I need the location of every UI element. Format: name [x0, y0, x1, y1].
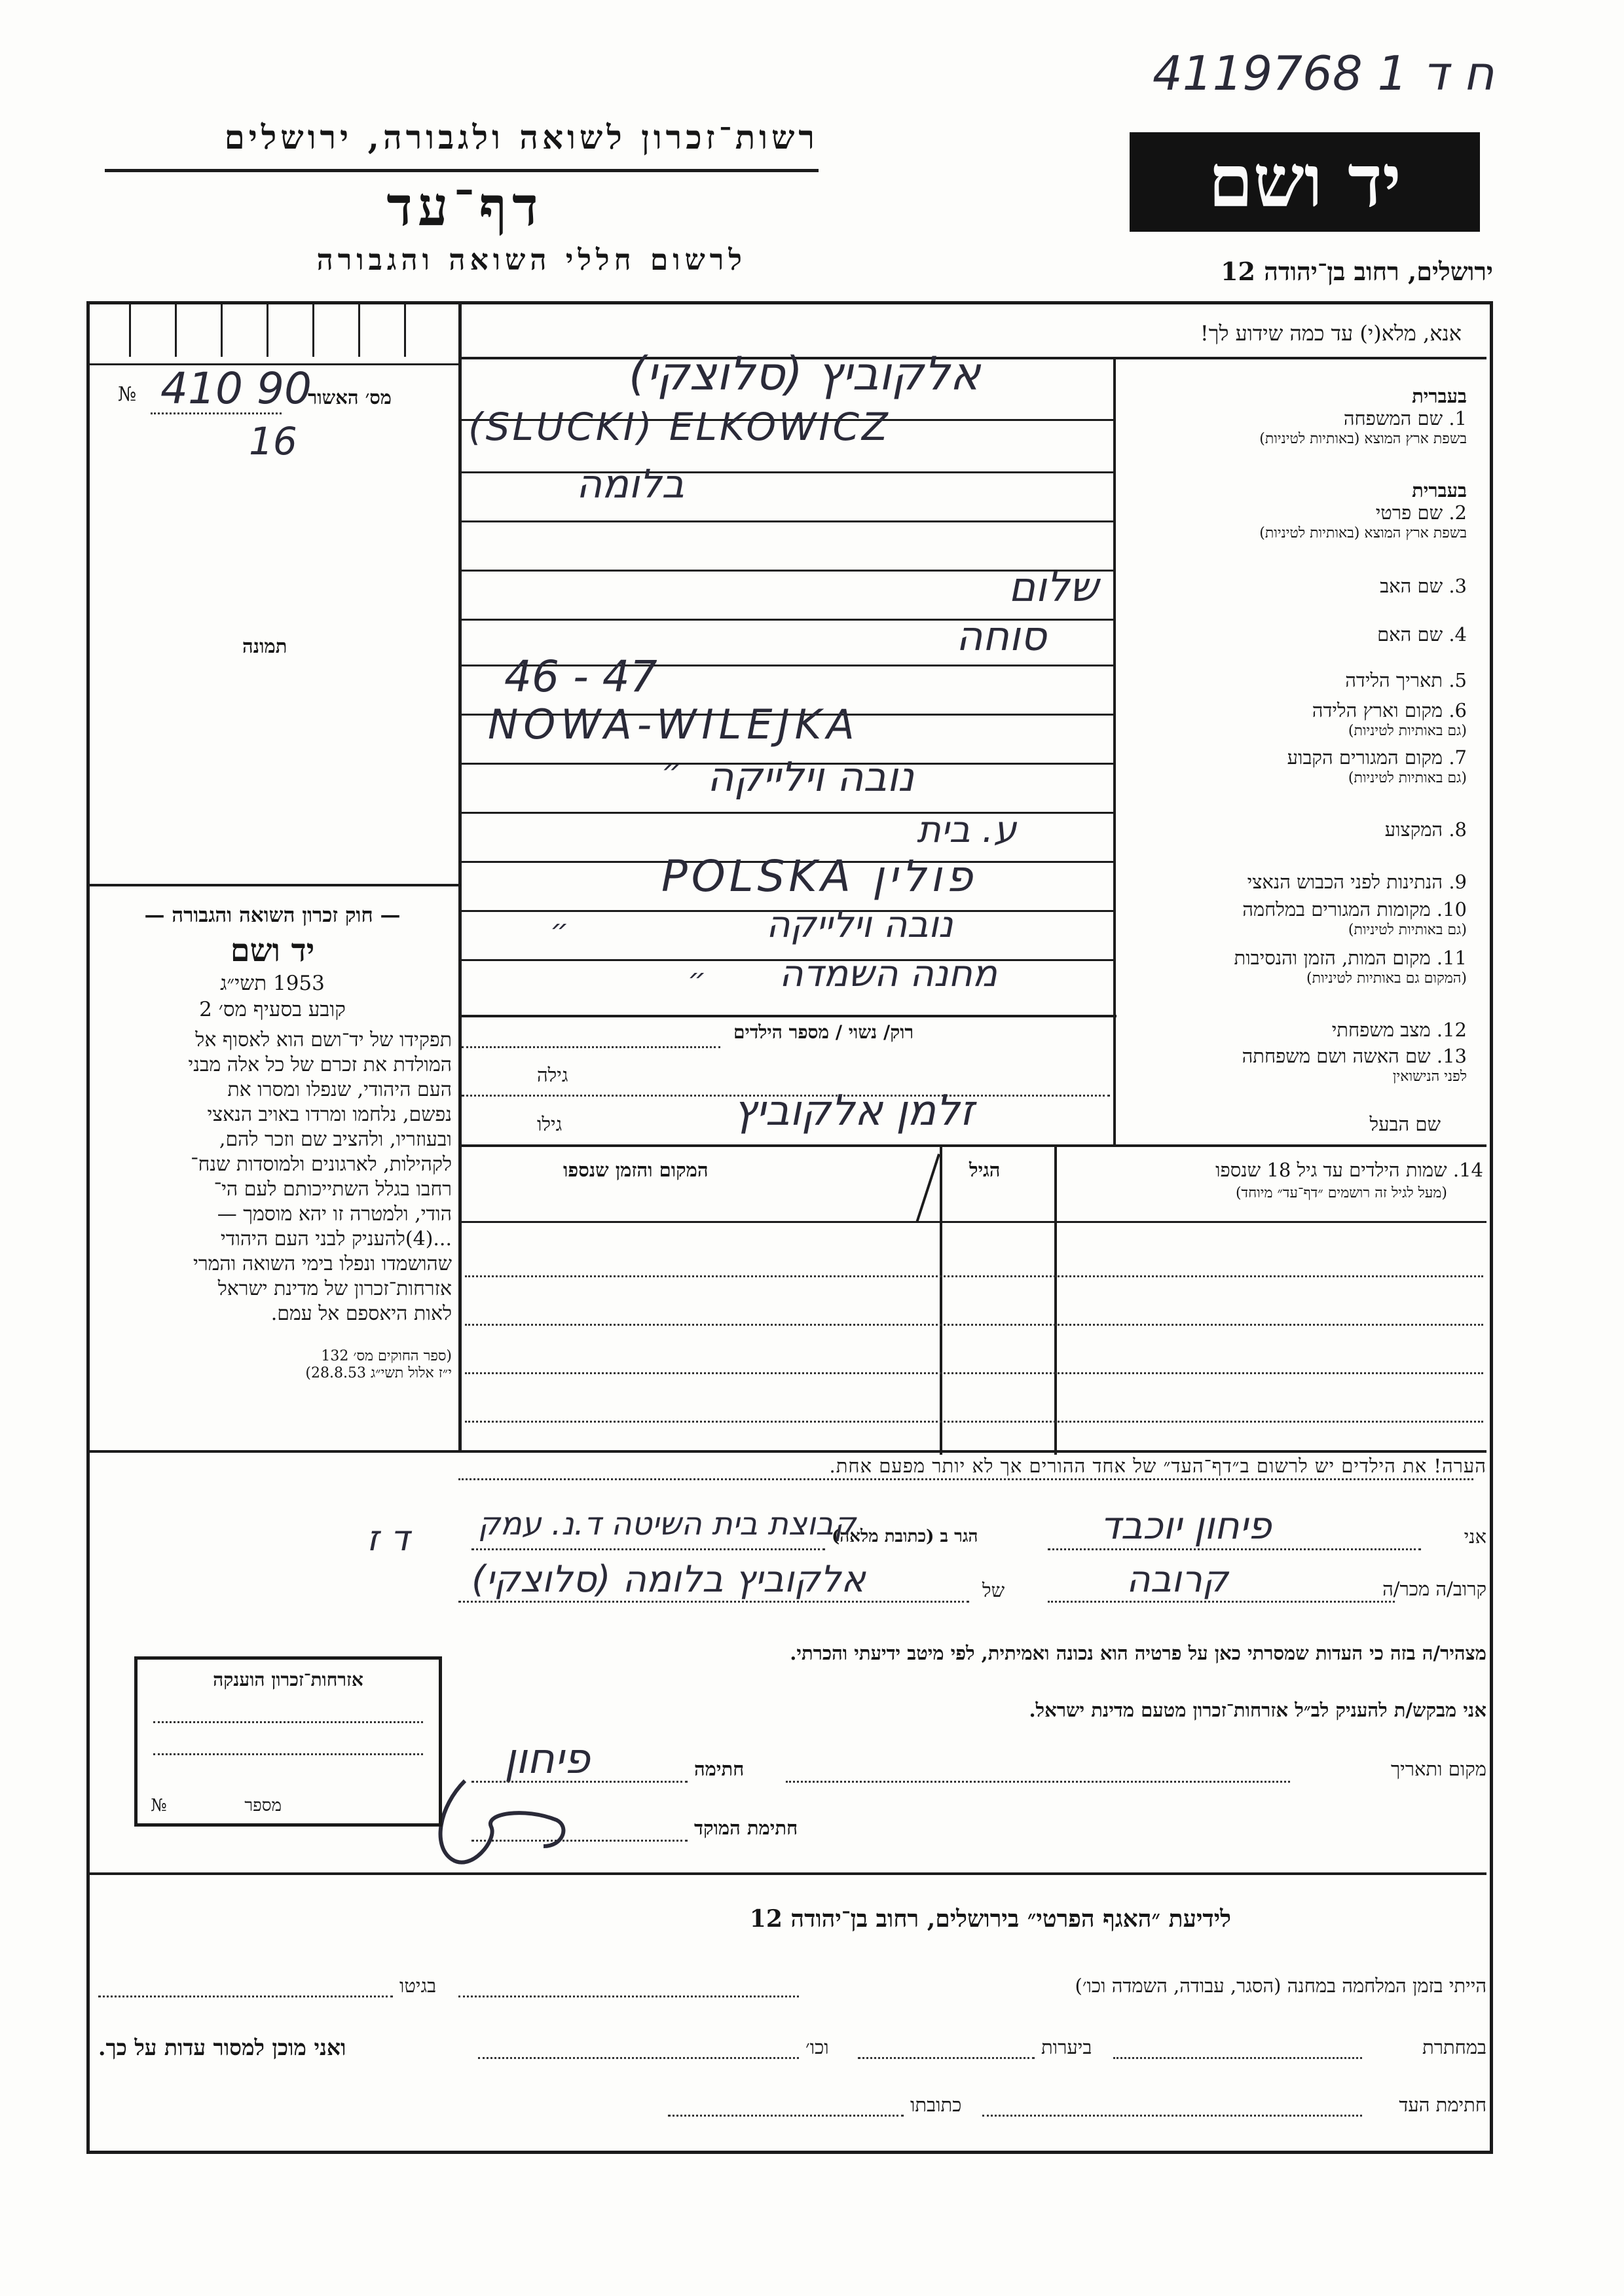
citizenship-box-title: אזרחות־זכרון הוענקה	[213, 1669, 363, 1690]
relative-value: קרובה	[1126, 1558, 1228, 1601]
field-4-label: 4. שם האם	[1377, 623, 1467, 646]
info-title: לידיעת ״האגף הפרטי״ בירושלים, רחוב בן־יהודה 12	[749, 1905, 1231, 1933]
field-3-label: 3. שם האב	[1380, 575, 1467, 597]
margin-note: ד ז	[367, 1518, 410, 1559]
field-8-label: 8. המקצוע	[1384, 818, 1467, 841]
law-line: רחבו בגלל השתייכותם לעם הי־	[213, 1178, 452, 1201]
field-1-latin-value: (SLUCKI) ELKOWICZ	[468, 405, 891, 449]
approval-number: 410 90	[160, 363, 312, 414]
law-line: העם היהודי, שנפלו ומסרו את	[227, 1078, 452, 1101]
field-4-value: סוחה	[956, 612, 1047, 660]
children-bottom-rule	[90, 1450, 1486, 1453]
citizenship-box	[134, 1656, 442, 1827]
header-rule	[105, 169, 819, 172]
field-1-label: 1. שם המשפחה	[1343, 407, 1467, 429]
declarant-prefix: אני	[1464, 1525, 1486, 1548]
hebrew-label-2: בעברית	[1412, 479, 1467, 501]
info-line-1a: הייתי בזמן המלחמה במחנה (הסגר, עבודה, השמדה וכו׳)	[1075, 1975, 1486, 1997]
law-body	[93, 1028, 452, 1326]
info-line-1b: בגיטו	[399, 1975, 437, 1997]
wife-age-label: גילה	[537, 1064, 568, 1086]
law-section	[93, 903, 452, 1381]
law-reference-2: י״ז אלול תשי״ג 28.8.53)	[305, 1365, 452, 1381]
children-header-rule	[462, 1221, 1486, 1223]
field-2-sub: בשפת ארץ המוצא (באותיות לטיניות)	[1259, 525, 1467, 541]
husband-age-label: גילו	[537, 1113, 563, 1135]
label-column-divider	[1113, 357, 1116, 1146]
field-6-label: 6. מקום וארץ הלידה	[1312, 699, 1467, 721]
law-line: נפשם, נלחמו ומרדו באויב הנאצי	[207, 1103, 452, 1126]
approval-label: מס׳ האשור	[308, 386, 392, 409]
number-symbol: №	[118, 383, 137, 406]
field-10-ditto: ״	[550, 913, 569, 947]
declarant-name: פיחון יוכבד	[1100, 1503, 1272, 1548]
law-line: ...(4)להעניק לבני העם היהודי	[220, 1228, 452, 1250]
children-top-rule	[462, 1144, 1486, 1147]
law-line: תפקידו של יד־ושם הוא לאסוף אל	[195, 1029, 452, 1051]
info-line-2a: במחתרת	[1422, 2036, 1486, 2058]
field-1-hebrew-value: אלקוביץ (סלוצקי)	[629, 347, 981, 401]
info-top-rule	[90, 1872, 1486, 1875]
photo-label: תמונה	[242, 635, 287, 657]
field-5-value: 46 - 47	[504, 651, 657, 702]
field-6-sub: (גם באותיות לטיניות)	[1348, 723, 1467, 739]
children-col-divider-2	[940, 1147, 942, 1455]
law-title: — חוק זכרון השואה והגבורה —	[144, 903, 401, 927]
children-label: 14. שמות הילדים עד גיל 18 שנספו	[1215, 1159, 1483, 1181]
note-text: הערה! את הילדים יש לרשום ב״דף־העד״ של אחד ההורים אך לא יותר מפעם אחת.	[829, 1455, 1486, 1477]
field-12-label: 12. מצב משפחתי	[1331, 1019, 1467, 1041]
field-2-label: 2. שם פרטי	[1375, 501, 1467, 524]
children-sub: (מעל לגיל זה רושמים ״דף־עד״ מיוחד)	[1235, 1185, 1447, 1201]
field-3-value: שלום	[1008, 563, 1099, 611]
info-line-2b: ביערות	[1041, 2036, 1092, 2058]
declaration-line-3: מצהיר/ה בזה כי העדות שמסרתי כאן על פרטיה הוא נכונה ואמיתית, לפי מיטב ידיעתי והכרתי.	[790, 1642, 1486, 1664]
info-line-3b: כתובתו	[910, 2094, 962, 2116]
law-name: יד ושם	[230, 932, 315, 969]
declarant-address: קבוצת בית השיטה ד.נ. עמק	[478, 1506, 857, 1542]
field-9-label: 9. הנתינות לפני הכבוש הנאצי	[1247, 871, 1467, 893]
of-value: אלקוביץ בלומה (סלוצקי)	[471, 1558, 866, 1601]
field-5-label: 5. תאריך הלידה	[1345, 669, 1467, 691]
signature: פיחון	[504, 1735, 590, 1783]
field-11-label: 11. מקום המות, הזמן והנסיבות	[1234, 947, 1467, 969]
law-line: המולדת את זכרם של כל אלה מבני	[188, 1053, 452, 1076]
logo-text: יד ושם	[1208, 139, 1401, 223]
handwritten-reference: 4119768 1 ח ד	[1153, 46, 1494, 101]
info-line-2d: ואני מוכן למסור עדות על כך.	[98, 2035, 346, 2060]
signature-scribble	[426, 1768, 583, 1872]
law-line: הודי, ולמטרה זו יהא מוסמך —	[217, 1203, 452, 1226]
children-col-divider-1	[1054, 1147, 1057, 1455]
yad-vashem-logo	[1130, 132, 1480, 232]
info-line-2c: וכו׳	[805, 2036, 829, 2058]
field-11-ditto: ״	[688, 962, 707, 996]
signature-label: חתימה	[694, 1758, 745, 1780]
box-no-symbol: №	[151, 1796, 167, 1815]
law-line: ובעוזריו, ולהציב שם וזכר להם,	[219, 1128, 452, 1151]
authority-name: רשות־זכרון לשואה ולגבורה, ירושלים	[224, 118, 819, 156]
field-13-sub: לפני הנישואין	[1392, 1068, 1467, 1085]
field-10-sub: (גם באותיות לטיניות)	[1348, 922, 1467, 938]
law-line: אזרחות־זכרון של מדינת ישראל	[217, 1277, 452, 1300]
field-10-value: נובה וילייקה	[766, 903, 953, 946]
declaration-line-4: אני מבקש/ת להעניק לב״ל אזרחות־זכרון מטעם מדינת ישראל.	[1029, 1699, 1486, 1721]
field-2-hebrew-value: בלומה	[576, 462, 685, 507]
hebrew-label: בעברית	[1412, 385, 1467, 407]
husband-label: שם הבעל	[1369, 1113, 1441, 1135]
info-line-3a: חתימת העד	[1399, 2094, 1486, 2116]
field-10-label: 10. מקומות המגורים במלחמה	[1242, 898, 1467, 920]
of-label: של	[982, 1579, 1005, 1601]
intro-text: אנא, מלא(י) עד כמה שידוע לך!	[1200, 321, 1462, 346]
field-7-label: 7. מקום המגורים הקבוע	[1287, 746, 1467, 769]
field-1-sub: בשפת ארץ המוצא (באותיות לטיניות)	[1259, 431, 1467, 447]
law-section-ref: קובע בסעיף מס׳ 2	[199, 998, 346, 1021]
address: ירושלים, רחוב בן־יהודה 12	[1221, 257, 1493, 286]
field-12-value: רוק/ נשוי / מספר הילדים	[733, 1021, 914, 1043]
field-13-label: 13. שם האשה ושם משפחתה	[1242, 1045, 1467, 1067]
field-8-value: ע. בית	[917, 809, 1017, 851]
photo-rule	[90, 884, 458, 886]
law-line: לקהילות, לארגונים ולמוסדות שנח־	[191, 1153, 452, 1176]
col-age: הגיל	[969, 1159, 1001, 1181]
law-line: שהושמדו ונפלו בימי השואה והמרי	[193, 1252, 452, 1275]
relative-label: קרוב/ה מכר/ה	[1382, 1578, 1486, 1600]
resident-label: הגר ב (כתובת מלאה)	[832, 1527, 978, 1546]
verifier-label: חתימת המוקד	[694, 1817, 798, 1839]
field-6-value: NOWA-WILEJKA	[488, 701, 860, 748]
field-9-value: POLSKA פולין	[661, 851, 977, 902]
field-11-value: מחנה השמדה	[779, 953, 997, 995]
approval-sub: 16	[249, 419, 297, 464]
field-7-value: נובה וילייקה	[707, 753, 914, 801]
law-line: לאות היאספם אל עמם.	[270, 1302, 452, 1325]
col-place: המקום והזמן שנספו	[563, 1159, 709, 1181]
law-reference-1: (ספר החוקים מס׳ 132	[321, 1348, 452, 1364]
form-subtitle: לרשום חללי השואה והגבורה	[316, 244, 747, 277]
form-title: דף־עד	[386, 175, 544, 238]
field-7-sub: (גם באותיות לטיניות)	[1348, 770, 1467, 786]
field-7-ditto: ״	[661, 753, 682, 790]
husband-value: זלמן אלקוביץ	[733, 1087, 974, 1135]
place-date-label: מקום ותאריך	[1390, 1758, 1486, 1780]
box-number-label: מספר	[244, 1796, 282, 1815]
law-year: 1953 תשי״ג	[220, 972, 325, 995]
field-11-sub: (המקום גם באותיות לטיניות)	[1306, 970, 1467, 987]
box-bottom-rule	[458, 1015, 1116, 1017]
